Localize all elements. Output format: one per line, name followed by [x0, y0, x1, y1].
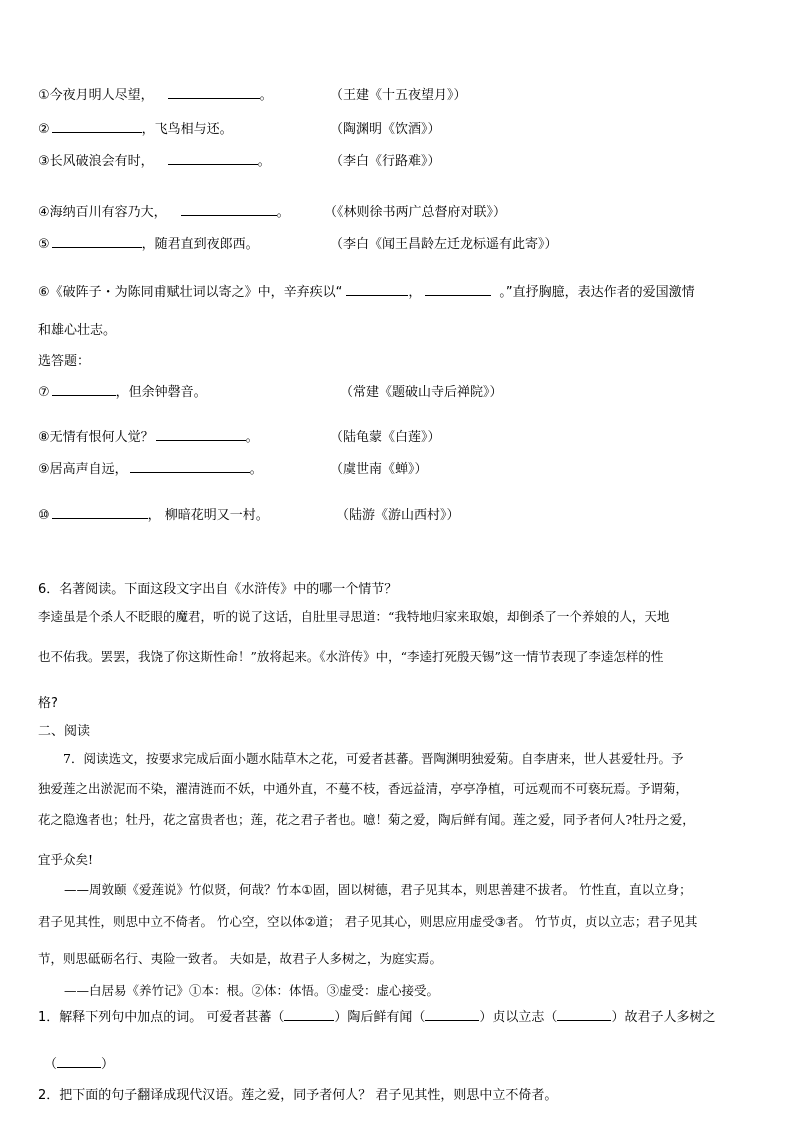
answer-blank[interactable]: [52, 120, 142, 133]
item-text: ⑥《破阵子・为陈同甫赋壮词以寄之》中，辛弃疾以“: [38, 285, 343, 300]
sub-question-2: 2．把下面的句子翻译成现代汉语。莲之爱，同予者何人？ 君子见其性，则思中立不倚者。: [38, 1088, 558, 1103]
answer-blank[interactable]: [168, 86, 260, 99]
source-citation: （陶渊明《饮酒》）: [330, 122, 441, 137]
answer-blank[interactable]: [52, 235, 142, 248]
passage-line: ——周敦颐《爱莲说》竹似贤，何哉？竹本①固，固以树德，君子见其本，则思善建不拔者。 竹性直，直以立身；: [64, 882, 692, 897]
sub-question-1: [38, 1006, 715, 1025]
item-text-end: ， 柳暗花明又一村。: [147, 508, 269, 523]
item-text-end: 。: [259, 88, 273, 103]
item-comma: ，: [408, 285, 422, 300]
question-title: 6．名著阅读。下面这段文字出自《水浒传》中的哪一个情节？: [38, 582, 398, 597]
fill-item-10: [38, 504, 269, 523]
item-text-end: ，飞鸟相与还。: [141, 122, 233, 137]
answer-blank[interactable]: [425, 1008, 479, 1021]
source-citation: （李白《行路难》）: [330, 154, 441, 169]
paren-open: （: [44, 1057, 58, 1072]
answer-blank[interactable]: [130, 460, 250, 473]
answer-blank[interactable]: [57, 1055, 101, 1068]
answer-blank[interactable]: [284, 1008, 334, 1021]
passage-line: 格?: [38, 696, 58, 711]
sub-question-1-cont: [44, 1053, 114, 1072]
item-text-end: ，但余钟磬音。: [115, 385, 207, 400]
item-text: ③长风破浪会有时，: [38, 154, 154, 169]
item-text: ⑩: [38, 508, 50, 523]
answer-blank[interactable]: [557, 1008, 611, 1021]
source-citation: （陆游《游山西村》）: [336, 508, 460, 523]
item-text-end: ，随君直到夜郎西。: [141, 237, 259, 252]
fill-item-6: [38, 281, 695, 300]
optional-label: 选答题：: [38, 354, 91, 369]
item-text: ⑤: [38, 237, 50, 252]
passage-line: 君子见其性，则思中立不倚者。 竹心空，空以体②道； 君子见其心，则思应用虚受③者。 竹节贞，贞以立志；君子见其: [38, 914, 698, 929]
source-citation: （李白《闻王昌龄左迁龙标遥有此寄》）: [330, 237, 558, 252]
answer-blank[interactable]: [425, 283, 491, 296]
sq-text: ）故君子人多树之: [611, 1010, 716, 1025]
item-text: ②: [38, 122, 50, 137]
section-heading: 二、阅读: [38, 724, 91, 739]
passage-line: 独爱莲之出淤泥而不染，濯清涟而不妖，中通外直，不蔓不枝，香远益清，亭亭净植，可远观而不可亵玩焉。予谓菊，: [38, 781, 689, 796]
passage-line: 7．阅读选文，按要求完成后面小题水陆草木之花，可爱者甚蕃。晋陶渊明独爱菊。自李唐来，世人甚爱牡丹。予: [63, 751, 684, 766]
fill-item-4: [38, 201, 290, 220]
item-text: ⑨居高声自远，: [38, 462, 128, 477]
item-text-end: 。: [257, 154, 271, 169]
item-text-end: 。: [245, 430, 259, 445]
source-citation: （陆龟蒙《白莲》）: [330, 430, 441, 445]
answer-blank[interactable]: [346, 283, 408, 296]
source-citation: （王建《十五夜望月》）: [330, 88, 467, 103]
sq-text: ）贞以立志（: [479, 1010, 558, 1025]
passage-line: 节，则思砥砺名行、夷险一致者。 夫如是，故君子人多树之，为庭实焉。: [38, 951, 442, 966]
fill-item-1: [38, 84, 273, 103]
paren-close: ）: [101, 1057, 115, 1072]
source-citation: （虞世南《蝉》）: [330, 462, 428, 477]
fill-item-6-cont: 和雄心壮志。: [38, 323, 117, 338]
sq-text: 1．解释下列句中加点的词。 可爱者甚蕃（: [38, 1010, 285, 1025]
passage-line: 宜乎众矣!: [38, 852, 94, 867]
item-text: ⑧无情有恨何人觉？: [38, 430, 154, 445]
answer-blank[interactable]: [168, 152, 258, 165]
source-citation: （《林则徐书两广总督府对联》）: [324, 205, 507, 220]
passage-line: 花之隐逸者也；牡丹，花之富贵者也；莲，花之君子者也。噫！菊之爱，陶后鲜有闻。莲之爱，同予者何人?牡丹之爱，: [38, 812, 695, 827]
answer-blank[interactable]: [52, 506, 148, 519]
passage-line: 也不佑我。罢罢，我饶了你这斯性命！”放将起来。《水浒传》中，“李逵打死殷天锡”这一情节表现了李逵怎样的性: [38, 649, 664, 664]
fill-item-9: [38, 458, 263, 477]
item-text-end: 。”直抒胸臆，表达作者的爱国激情: [499, 285, 695, 300]
fill-item-8: [38, 426, 259, 445]
fill-item-7: [38, 381, 207, 400]
item-text: ④海纳百川有容乃大，: [38, 205, 167, 220]
item-text: ⑦: [38, 385, 50, 400]
item-text: ①今夜月明人尽望，: [38, 88, 154, 103]
answer-blank[interactable]: [52, 383, 116, 396]
answer-blank[interactable]: [181, 203, 277, 216]
fill-item-5: [38, 233, 259, 252]
answer-blank[interactable]: [156, 428, 246, 441]
fill-item-2: [38, 118, 233, 137]
item-text-end: 。: [249, 462, 263, 477]
source-citation: （常建《题破山寺后禅院》）: [340, 385, 503, 400]
item-text-end: 。: [276, 205, 290, 220]
sq-text: ）陶后鲜有闻（: [334, 1010, 426, 1025]
passage-footnote: ——白居易《养竹记》①本：根。②体：体悟。③虚受：虚心接受。: [64, 983, 440, 998]
passage-line: 李逵虽是个杀人不眨眼的魔君，听的说了这话，自肚里寻思道：“我特地归家来取娘，却倒杀了一个养娘的人，天地: [38, 609, 670, 624]
fill-item-3: [38, 150, 271, 169]
